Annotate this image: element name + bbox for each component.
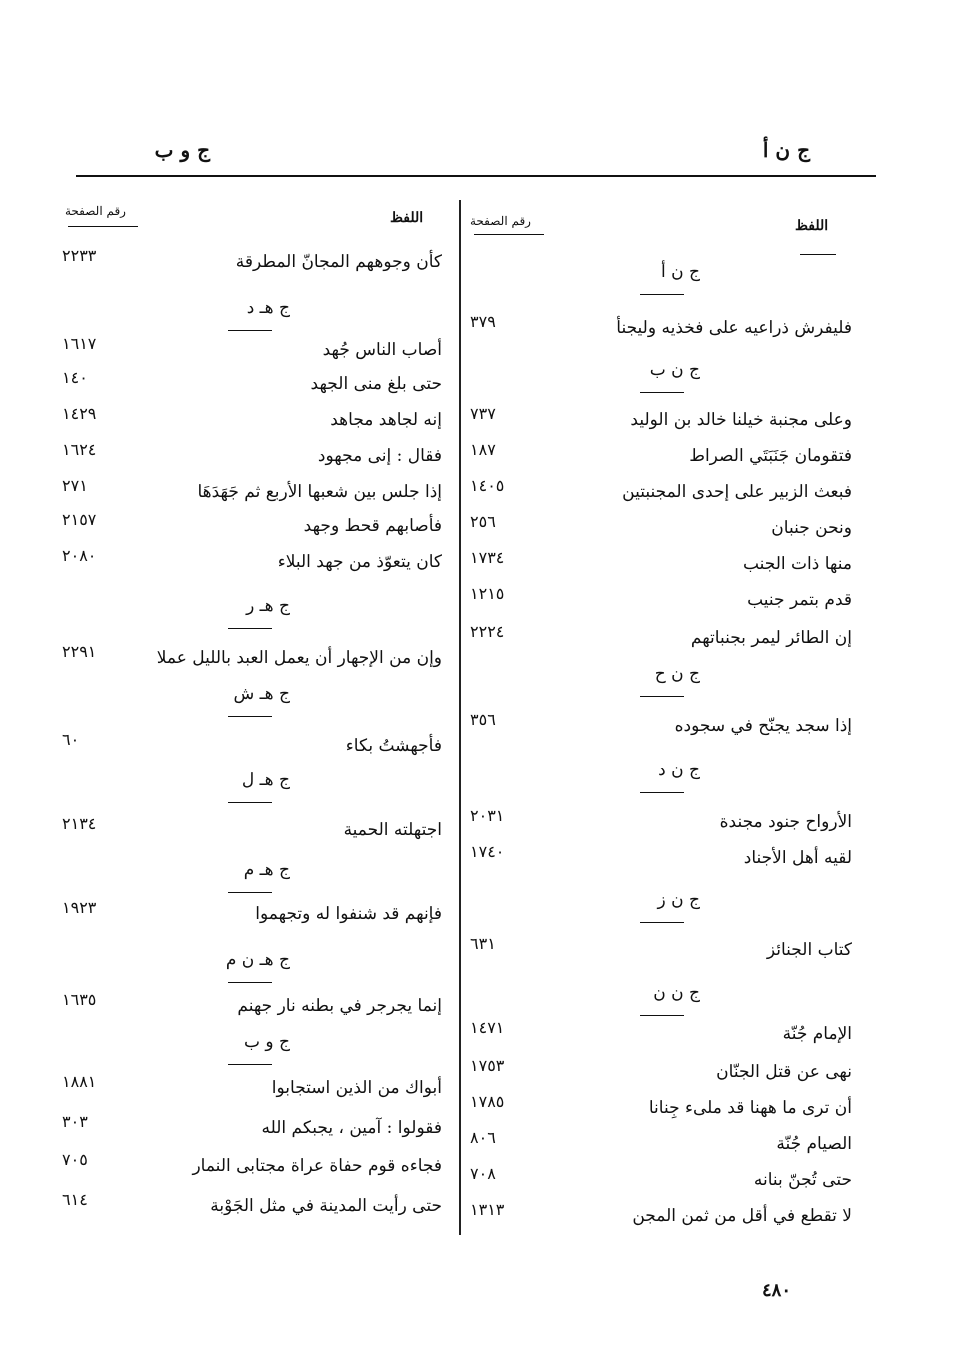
root-heading-underline	[640, 792, 684, 793]
entry-text: إنما يجرجر في بطنه نار جهنم	[237, 996, 442, 1016]
page-reference: ٢٢٩١	[62, 642, 97, 661]
entry-text: قدم بتمر جنيب	[747, 590, 852, 610]
page-reference: ١٦١٧	[62, 334, 97, 353]
page-number: ٤٨٠	[762, 1280, 792, 1301]
page-reference: ١٧٨٥	[470, 1092, 505, 1111]
entry-text: منها ذات الجنب	[742, 554, 852, 574]
page-reference: ٣٥٦	[470, 710, 496, 729]
page-reference: ٢٠٣١	[470, 806, 505, 825]
page-reference: ١٨٨١	[62, 1072, 97, 1091]
entry-text: إذا سجد يجنّح في سجوده	[674, 716, 852, 736]
root-heading: ج هـ ن م	[225, 950, 290, 970]
page-reference: ٢٢٣٣	[62, 246, 97, 265]
page-reference: ١٤٢٩	[62, 404, 97, 423]
entry-text: إنه لجاهد مجاهد	[330, 410, 442, 430]
root-heading: ج هـ د	[246, 298, 290, 318]
page-reference: ١٤٠٥	[470, 476, 505, 495]
root-heading-underline	[640, 294, 684, 295]
root-heading-underline	[228, 716, 272, 717]
page-reference: ١٨٧	[470, 440, 496, 459]
page-reference: ٢٢٢٤	[470, 622, 505, 641]
page-reference: ٦٠	[62, 730, 80, 749]
page-reference: ٢١٥٧	[62, 510, 97, 529]
header-rule	[76, 175, 876, 177]
page-reference: ٨٠٦	[470, 1128, 496, 1147]
page-reference: ٢٠٨٠	[62, 546, 97, 565]
entry-text: وإن من الإجهار أن يعمل العبد بالليل عملا	[156, 648, 442, 668]
entry-text: إذا جلس بين شعبها الأربع ثم جَهَدَهَا	[197, 482, 442, 502]
left-page-header: رقم الصفحة	[65, 204, 126, 218]
root-heading: ج ن ز	[657, 890, 700, 910]
root-heading-underline	[640, 696, 684, 697]
entry-text: فإنهم قد شنفوا له وتجهموا	[255, 904, 442, 924]
entry-text: الصيام جُنّة	[776, 1134, 852, 1154]
entry-text: فقال : إنى مجهود	[317, 446, 442, 466]
left-page-header-underline	[68, 226, 138, 227]
root-heading: ج ن ن	[653, 983, 700, 1003]
root-heading: ج هـ ر	[246, 596, 290, 616]
page-reference: ١٧٥٣	[470, 1056, 505, 1075]
entry-text: فجاءه قوم حفاة عراة مجتابى النمار	[192, 1156, 442, 1176]
page-reference: ٦١٤	[62, 1190, 88, 1209]
entry-text: الأرواح جنود مجندة	[719, 812, 852, 832]
page-reference: ١٤٧١	[470, 1018, 505, 1037]
entry-text: أصاب الناس جُهد	[322, 340, 442, 360]
entry-text: حتى تُجنّ بنانه	[753, 1170, 852, 1190]
entry-text: ونحن جنبان	[771, 518, 852, 538]
right-word-header: اللفظ	[795, 218, 829, 234]
root-heading: ج هـ م	[243, 860, 290, 880]
entry-text: فأصابهم قحط وجهد	[303, 516, 442, 536]
root-heading: ج هـ ل	[241, 770, 290, 790]
root-heading: ج ن ب	[649, 360, 700, 380]
page-reference: ١٩٢٣	[62, 898, 97, 917]
right-word-header-underline	[800, 254, 836, 255]
page-reference: ١٧٤٠	[470, 842, 505, 861]
root-heading-underline	[228, 628, 272, 629]
entry-text: فليفرش ذراعيه على فخذيه وليجنأ	[616, 318, 852, 338]
root-heading-underline	[228, 1064, 272, 1065]
entry-text: كان يتعوّذ من جهد البلاء	[277, 552, 442, 572]
entry-text: أن ترى ما ههنا قد ملىء جِنانا	[648, 1098, 852, 1118]
page-reference: ٣٠٣	[62, 1112, 88, 1131]
right-page-header-underline	[474, 234, 544, 235]
root-heading-underline	[228, 802, 272, 803]
entry-text: حتى بلغ منى الجهد	[310, 374, 442, 394]
page-reference: ٣٧٩	[470, 312, 496, 331]
running-header-right: ج ن أ	[762, 138, 810, 162]
root-heading-underline	[640, 1015, 684, 1016]
page-reference: ٧٠٨	[470, 1164, 496, 1183]
root-heading: ج ن ح	[654, 664, 700, 684]
root-heading: ج ن أ	[661, 262, 700, 282]
entry-text: كأن وجوههم المجانّ المطرقة	[235, 252, 442, 272]
root-heading: ج و ب	[244, 1032, 290, 1052]
root-heading-underline	[228, 982, 272, 983]
entry-text: حتى رأيت المدينة في مثل الجَوْبة	[210, 1196, 442, 1216]
entry-text: كتاب الجنائز	[766, 940, 852, 960]
root-heading: ج ن د	[658, 760, 700, 780]
page-reference: ١٣١٣	[470, 1200, 505, 1219]
entry-text: الإمام جُنّة	[782, 1024, 852, 1044]
entry-text: فقولوا : آمين ، يجبكم الله	[261, 1118, 442, 1138]
entry-text: فأجهشتُ بكاء	[345, 736, 442, 756]
page-reference: ١٦٢٤	[62, 440, 97, 459]
left-word-header: اللفظ	[390, 210, 424, 226]
entry-text: فبعث الزبير على إحدى المجنبتين	[622, 482, 852, 502]
page-reference: ٦٣١	[470, 934, 496, 953]
entry-text: اجتهلته الحمية	[343, 820, 442, 840]
page-reference: ١٢١٥	[470, 584, 505, 603]
page-reference: ١٦٣٥	[62, 990, 97, 1009]
root-heading-underline	[228, 892, 272, 893]
page-reference: ١٤٠	[62, 368, 88, 387]
running-header-left: ج و ب	[154, 138, 210, 162]
page-reference: ٧٣٧	[470, 404, 496, 423]
page-reference: ٢٧١	[62, 476, 88, 495]
entry-text: وعلى مجنبة خيلنا خالد بن الوليد	[630, 410, 852, 430]
page-reference: ٢٥٦	[470, 512, 496, 531]
entry-text: لا تقطع في أقل من ثمن المجن	[632, 1206, 852, 1226]
root-heading: ج هـ ش	[233, 684, 290, 704]
root-heading-underline	[640, 392, 684, 393]
entry-text: لقيه أهل الأجناد	[743, 848, 852, 868]
right-page-header: رقم الصفحة	[470, 214, 531, 228]
entry-text: فتقومان جَنَبَتَي الصراط	[689, 446, 852, 466]
entry-text: إن الطائر ليمر بجنباتهم	[690, 628, 852, 648]
root-heading-underline	[228, 330, 272, 331]
page-reference: ٧٠٥	[62, 1150, 88, 1169]
entry-text: نهى عن قتل الجنّان	[716, 1062, 852, 1082]
page-reference: ٢١٣٤	[62, 814, 97, 833]
column-divider	[459, 200, 461, 1235]
page-reference: ١٧٣٤	[470, 548, 505, 567]
root-heading-underline	[640, 922, 684, 923]
entry-text: أبواك من الذين استجابوا	[271, 1078, 442, 1098]
